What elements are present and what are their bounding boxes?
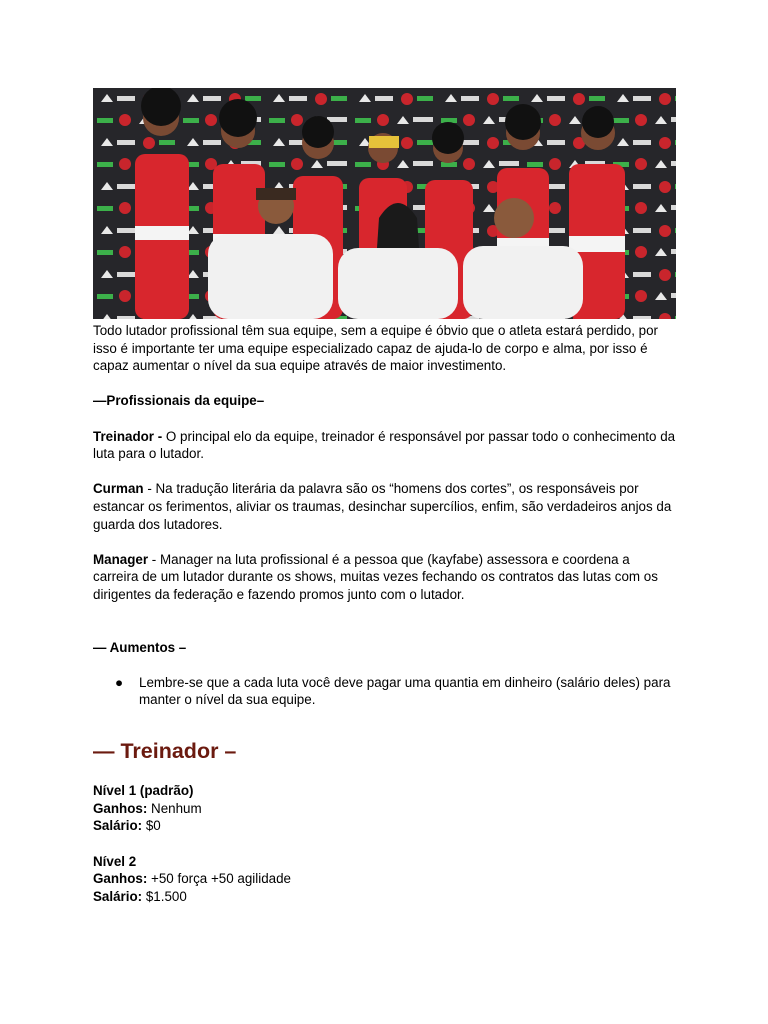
- level-1-salary-label: Salário:: [93, 818, 143, 834]
- team-photo: [93, 88, 676, 319]
- level-2-gains: +50 força +50 agilidade: [147, 871, 292, 887]
- role-manager: [93, 551, 677, 604]
- level-1-block: [93, 782, 677, 835]
- level-1-gains-label: Ganhos:: [93, 800, 148, 816]
- role-cutman: [93, 480, 677, 533]
- bullet-icon: ●: [115, 674, 124, 690]
- level-2-gains-label: Ganhos:: [93, 871, 148, 887]
- team-photo-illustration: [93, 88, 676, 319]
- role-manager-text: - Manager na luta profissional é a pessoa que (kayfabe) assessora e coordena a carreira de um lutador durante os shows, muitas vezes fechando os contratos das lutas com os dirigentes da federação e fazendo promos junto com o lutador.: [93, 551, 658, 602]
- raises-list: [93, 674, 677, 709]
- document-page: [93, 88, 677, 905]
- level-1-title: Nível 1 (padrão): [93, 783, 194, 799]
- role-manager-name: Manager: [93, 551, 149, 567]
- section-raises-heading: — Aumentos –: [93, 639, 187, 655]
- section-professionals-heading: —Profissionais da equipe–: [93, 393, 265, 409]
- level-1-gains: Nenhum: [147, 800, 202, 816]
- intro-paragraph: Todo lutador profissional têm sua equipe, sem a equipe é óbvio que o atleta estará perdido, por isso é importante ter uma equipe especializado capaz de ajuda-lo de corpo e alma, por isso é capaz aumentar o nível da sua equipe através de maior investimento.: [93, 323, 659, 374]
- level-2-salary-label: Salário:: [93, 888, 143, 904]
- role-cutman-text: - Na tradução literária da palavra são os “homens dos cortes”, os responsáveis por estancar os ferimentos, aliviar os traumas, desinchar supercílios, enfim, são verdadeiros anjos da guarda dos lutadores.: [93, 481, 672, 532]
- level-2-salary: $1.500: [142, 888, 187, 904]
- list-item: [115, 674, 677, 709]
- level-1-salary: $0: [142, 818, 161, 834]
- role-trainer-text: O principal elo da equipe, treinador é responsável por passar todo o conhecimento da luta para o lutador.: [93, 428, 676, 462]
- trainer-heading: — Treinador –: [93, 738, 237, 763]
- level-2-block: [93, 853, 677, 906]
- role-trainer-name: Treinador -: [93, 428, 163, 444]
- level-2-title: Nível 2: [93, 853, 137, 869]
- raises-bullet-text: Lembre-se que a cada luta você deve pagar uma quantia em dinheiro (salário deles) para manter o nível da sua equipe.: [139, 674, 671, 708]
- role-trainer: [93, 428, 677, 463]
- role-cutman-name: Curman: [93, 481, 144, 497]
